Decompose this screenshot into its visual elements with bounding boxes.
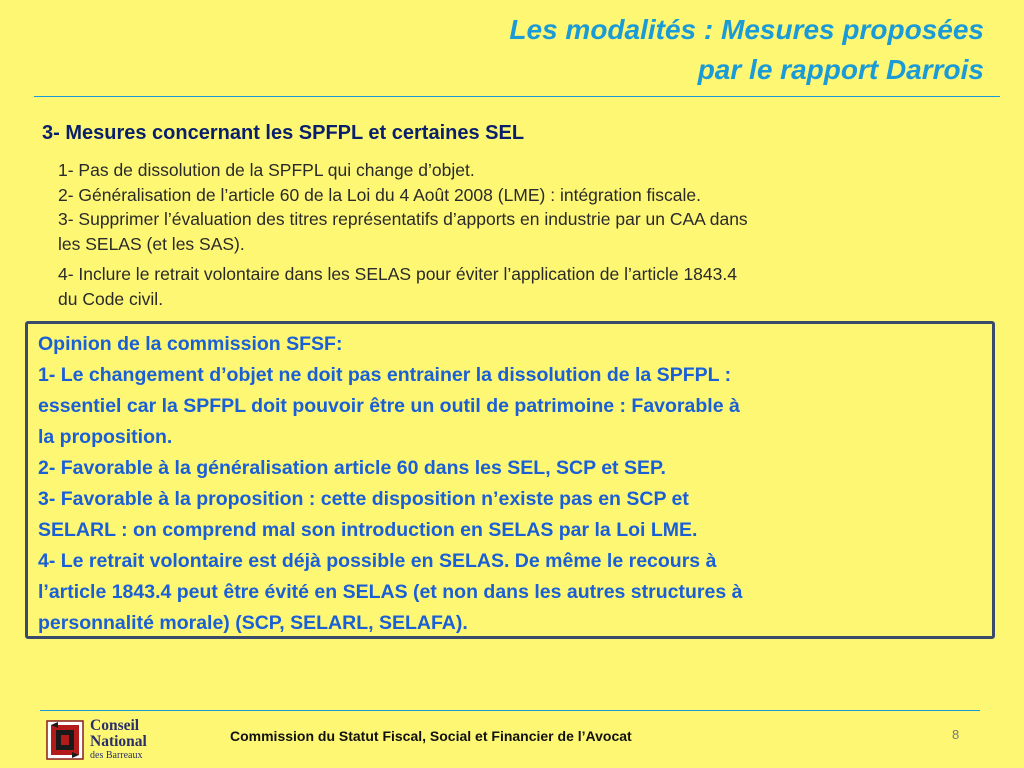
measure-line: les SELAS (et les SAS). xyxy=(58,233,245,254)
opinion-line: 3- Favorable à la proposition : cette disposition n’existe pas en SCP et xyxy=(38,488,689,510)
footer-divider xyxy=(40,710,980,711)
opinion-heading: Opinion de la commission SFSF: xyxy=(38,333,343,355)
measure-line: 2- Généralisation de l’article 60 de la Loi du 4 Août 2008 (LME) : intégration fiscale. xyxy=(58,184,702,205)
conseil-national-emblem-icon xyxy=(46,720,84,760)
measure-line: 3- Supprimer l’évaluation des titres représentatifs d’apports en industrie par un CAA dans xyxy=(58,209,748,229)
opinion-line: 2- Favorable à la généralisation article 60 dans les SEL, SCP et SEP. xyxy=(38,457,666,479)
slide-title-line-1: Les modalités : Mesures proposées xyxy=(509,14,984,45)
measure-line: 4- Inclure le retrait volontaire dans les SELAS pour éviter l’application de l’article 1843.4 xyxy=(58,264,737,284)
opinion-text xyxy=(38,329,988,639)
measure-item xyxy=(58,207,958,256)
opinion-line: 1- Le changement d’objet ne doit pas entrainer la dissolution de la SPFPL : xyxy=(38,364,732,386)
measure-item xyxy=(58,158,958,183)
page-number: 8 xyxy=(952,727,960,742)
measure-item xyxy=(58,262,958,311)
opinion-line: SELARL : on comprend mal son introduction en SELAS par la Loi LME. xyxy=(38,519,698,541)
opinion-line: l’article 1843.4 peut être évité en SELAS (et non dans les autres structures à xyxy=(38,581,743,603)
measure-line: du Code civil. xyxy=(58,288,164,309)
opinion-line: personnalité morale) (SCP, SELARL, SELAFA). xyxy=(38,612,468,634)
measure-item xyxy=(58,183,958,208)
logo-wordmark xyxy=(90,718,147,762)
opinion-line: essentiel car la SPFPL doit pouvoir être un outil de patrimoine : Favorable à xyxy=(38,395,740,417)
opinion-box xyxy=(25,321,995,639)
slide-title-line-2: par le rapport Darrois xyxy=(697,54,984,85)
measure-line: 1- Pas de dissolution de la SPFPL qui change d’objet. xyxy=(58,160,475,180)
logo-line-1: Conseil xyxy=(90,717,140,734)
measures-list xyxy=(58,158,958,311)
section-heading: 3- Mesures concernant les SPFPL et certaines SEL xyxy=(42,122,525,144)
conseil-national-logo xyxy=(46,716,158,764)
title-divider xyxy=(34,96,1000,97)
slide-title xyxy=(509,10,984,90)
logo-line-2: National xyxy=(90,733,147,750)
opinion-line: 4- Le retrait volontaire est déjà possible en SELAS. De même le recours à xyxy=(38,550,717,572)
opinion-line: la proposition. xyxy=(38,426,173,448)
footer-caption: Commission du Statut Fiscal, Social et Financier de l’Avocat xyxy=(230,728,632,744)
logo-line-3: des Barreaux xyxy=(90,750,143,761)
